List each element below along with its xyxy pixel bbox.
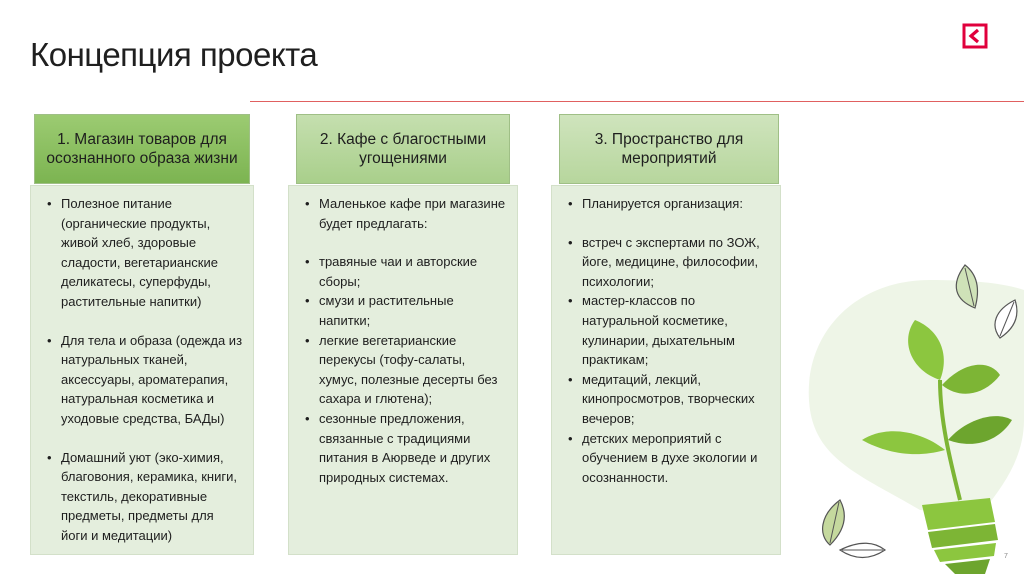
column-header-text: 3. Пространство для мероприятий [594,131,744,167]
back-arrow-icon[interactable] [962,23,988,49]
title-divider [250,101,1024,102]
list-item: • Полезное питание (органические продукты, живой хлеб, здоровые сладости, вегетарианские деликатесы, суперфуды, растительные напитки) [45,194,243,312]
column-header [559,114,779,184]
list-item: • травяные чаи и авторские сборы; [303,252,507,291]
list-item: • легкие вегетарианские перекусы (тофу-салаты, хумус, полезные десерты без сахара и глютена); [303,331,507,409]
list-item: • медитаций, лекций, кинопросмотров, творческих вечеров; [566,370,770,429]
list-item: • Маленькое кафе при магазине будет предлагать: [303,194,507,233]
column-body [288,185,518,555]
list-spacer [45,312,243,331]
list-item: • Планируется организация: [566,194,770,214]
list-item: • смузи и растительные напитки; [303,291,507,330]
list-spacer [45,429,243,448]
eco-lightbulb-illustration [790,260,1024,574]
list-spacer [566,214,770,233]
list-item: • детских мероприятий с обучением в духе экологии и осознанности. [566,429,770,488]
page-number: 7 [1004,553,1008,560]
column-body [551,185,781,555]
page-title: Концепция проекта [30,36,318,73]
column-header-text: 1. Магазин товаров для осознанного образа жизни [46,131,238,167]
bulb-base [922,498,998,574]
list-item: • встреч с экспертами по ЗОЖ, йоге, медицине, философии, психологии; [566,233,770,292]
column-header [296,114,510,184]
list-item: • сезонные предложения, связанные с традициями питания в Аюрведе и других природных системах. [303,409,507,487]
column-header [34,114,250,184]
column-header-text: 2. Кафе с благостными угощениями [319,131,487,167]
list-item: • мастер-классов по натуральной косметике, кулинарии, дыхательным практикам; [566,291,770,369]
list-item: • Для тела и образа (одежда из натуральных тканей, аксессуары, ароматерапия, натуральная косметика и уходовые средства, БАДы) [45,331,243,429]
list-item: • Домашний уют (эко-химия, благовония, керамика, книги, текстиль, декоративные предметы, предметы для йоги и медитации) [45,448,243,546]
column-body [30,185,254,555]
list-spacer [303,233,507,252]
